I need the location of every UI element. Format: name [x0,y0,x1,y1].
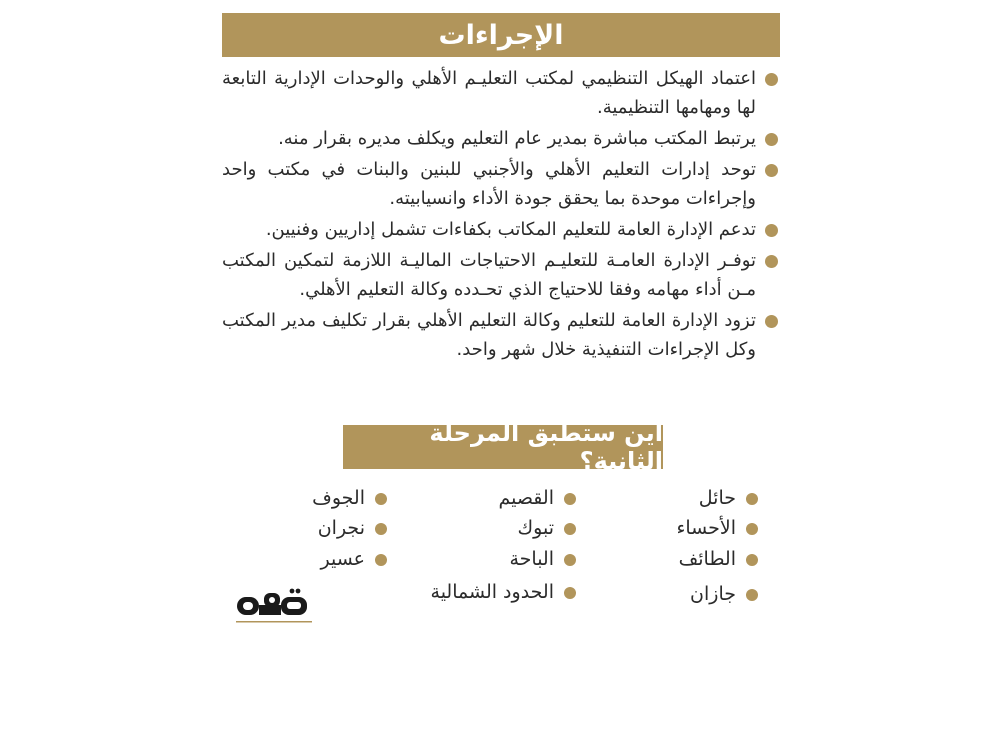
bullet-icon [564,523,576,535]
bullet-icon [564,587,576,599]
bullet-icon [564,554,576,566]
region-label: جازان [690,583,736,605]
bullet-icon [765,133,778,146]
region-label: حائل [698,487,736,509]
region-label: تبوك [517,517,554,539]
procedures-title-bar [222,13,780,57]
procedure-item [222,246,780,304]
procedure-item [222,155,780,213]
region-item [699,486,758,510]
procedure-text: يرتبط المكتب مباشرة بمدير عام التعليم ويكلف مديره بقرار منه. [278,128,756,149]
region-item [509,547,576,571]
region-label: نجران [317,517,365,539]
bullet-icon [375,523,387,535]
bullet-icon [375,554,387,566]
bullet-icon [746,493,758,505]
procedure-text: توحد إدارات التعليم الأهلي والأجنبي للبنين والبنات في مكتب واحد وإجراءات موحدة بما يحقق جودة الأداء وانسيابيته. [222,159,756,209]
procedure-item [222,215,780,244]
bullet-icon [375,493,387,505]
bullet-icon [765,255,778,268]
region-item [431,580,576,604]
procedures-list [222,64,780,366]
region-item [690,582,758,606]
region-label: عسير [320,548,365,570]
region-item [679,547,758,571]
bullet-icon [746,554,758,566]
procedures-title: الإجراءات [438,19,564,51]
region-label: القصيم [498,487,554,509]
region-item [318,516,387,540]
procedure-item [222,306,780,364]
bullet-icon [765,315,778,328]
bullet-icon [564,493,576,505]
region-label: الباحة [509,548,554,570]
phase2-title: أين ستطبق المرحلة الثانية؟ [429,419,663,475]
region-label: الأحساء [676,517,736,539]
bullet-icon [746,589,758,601]
bullet-icon [765,164,778,177]
region-item [518,516,577,540]
procedure-item [222,64,780,122]
procedure-text: اعتماد الهيكل التنظيمي لمكتب التعليـم الأهلي والوحدات الإدارية التابعة لها ومهامها التنظيمية. [222,68,756,118]
region-label: الحدود الشمالية [430,581,554,603]
region-item [676,516,758,540]
region-item [320,547,387,571]
procedure-text: تزود الإدارة العامة للتعليم وكالة التعليم الأهلي بقرار تكليف مدير المكتب وكل الإجراءات التنفيذية خلال شهر واحد. [222,310,756,360]
bullet-icon [765,73,778,86]
bullet-icon [765,224,778,237]
region-label: الجوف [312,487,365,509]
bullet-icon [746,523,758,535]
procedure-text: تدعم الإدارة العامة للتعليم المكاتب بكفاءات تشمل إداريين وفنيين. [265,219,756,240]
region-item [498,486,576,510]
phase2-title-bar [343,419,663,475]
region-item [312,486,387,510]
procedure-item [222,124,780,153]
region-label: الطائف [678,548,736,570]
procedure-text: توفـر الإدارة العامـة للتعليـم الاحتياجات الماليـة اللازمة لتمكين المكتب مـن أداء مهامه وفقا للاحتياج الذي تحـدده وكالة التعليم الأهلي. [222,250,756,300]
makkah-logo [234,583,314,631]
